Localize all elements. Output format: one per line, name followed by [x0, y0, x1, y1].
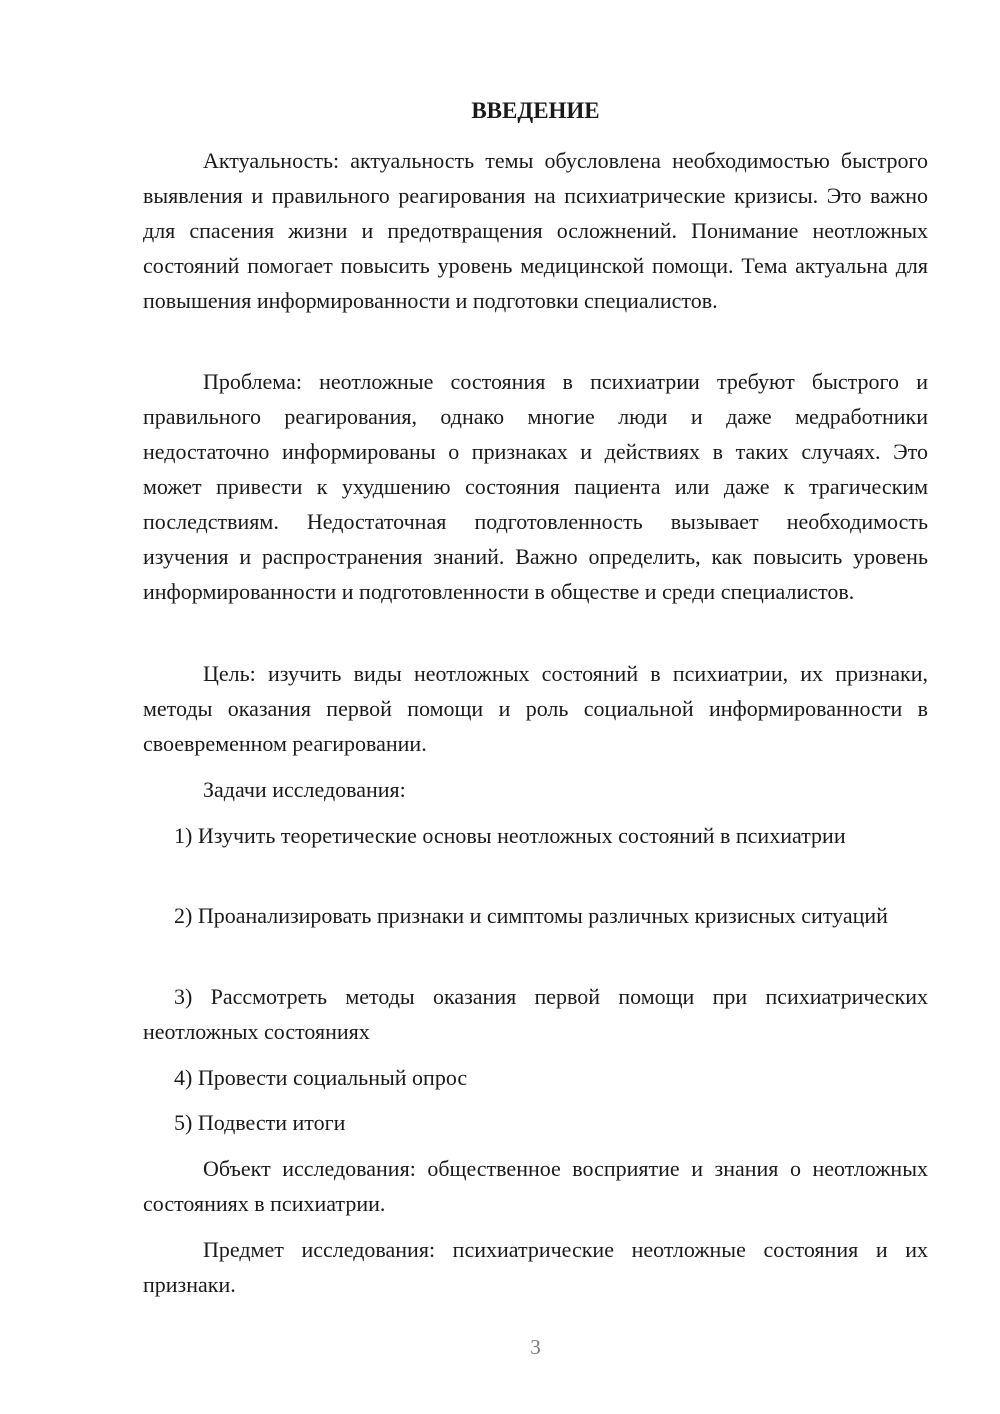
task-item-5: 5) Подвести итоги — [174, 1110, 346, 1135]
object-paragraph: Объект исследования: общественное восприятие и знания о неотложных состояниях в психиатрии. — [143, 1156, 928, 1216]
document-page — [143, 0, 928, 1414]
page-number: 3 — [530, 1335, 541, 1359]
section-heading: ВВЕДЕНИЕ — [471, 98, 600, 123]
task-item-2: 2) Проанализировать признаки и симптомы различных кризисных ситуаций — [174, 903, 888, 928]
task-item-1: 1) Изучить теоретические основы неотложных состояний в психиатрии — [174, 823, 846, 848]
problem-paragraph: Проблема: неотложные состояния в психиатрии требуют быстрого и правильного реагирования, однако многие люди и даже медработники недостаточно информированы о признаках и действиях в таких случаях. Это может привести к ухудшению состояния пациента или даже к трагическим последствиям. Недостаточная подготовленность вызывает необходимость изучения и распространения знаний. Важно определить, как повысить уровень информированности и подготовленности в обществе и среди специалистов. — [143, 369, 928, 604]
task-item-3: 3) Рассмотреть методы оказания первой помощи при психиатрических неотложных состояниях — [143, 984, 928, 1044]
subject-paragraph: Предмет исследования: психиатрические неотложные состояния и их признаки. — [143, 1237, 928, 1297]
tasks-heading: Задачи исследования: — [203, 777, 406, 802]
relevance-paragraph: Актуальность: актуальность темы обусловлена необходимостью быстрого выявления и правильного реагирования на психиатрические кризисы. Это важно для спасения жизни и предотвращения осложнений. Понимание неотложных состояний помогает повысить уровень медицинской помощи. Тема актуальна для повышения информированности и подготовки специалистов. — [143, 148, 928, 313]
task-item-4: 4) Провести социальный опрос — [174, 1065, 468, 1090]
goal-paragraph: Цель: изучить виды неотложных состояний в психиатрии, их признаки, методы оказания первой помощи и роль социальной информированности в своевременном реагировании. — [143, 661, 928, 756]
